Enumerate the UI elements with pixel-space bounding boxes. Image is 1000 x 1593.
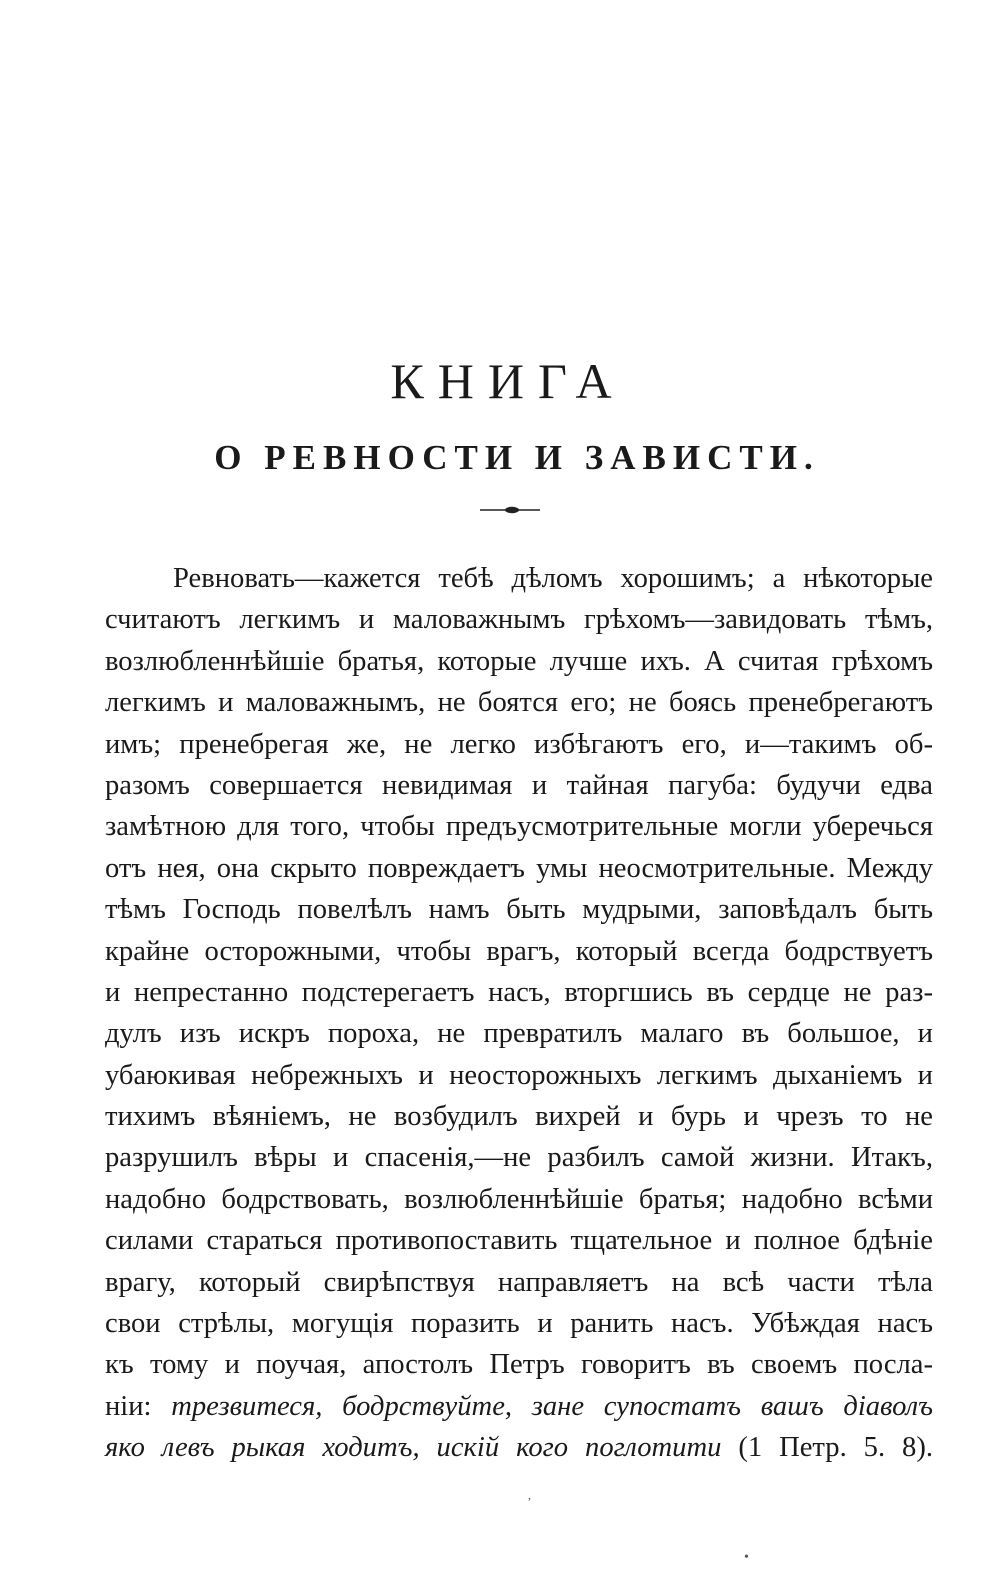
text-line-quote-start xyxy=(105,1386,933,1427)
text-line: силами стараться противопоставить тщательное и полное бдѣніе xyxy=(105,1225,933,1257)
text-line: замѣтною для того, чтобы предъусмотрительные могли уберечься xyxy=(105,811,933,843)
text-line: разомъ совершается невидимая и тайная пагуба: будучи едва xyxy=(105,769,933,801)
text-line: тихимъ вѣяніемъ, не возбудилъ вихрей и бурь и чрезъ то не xyxy=(105,1101,933,1133)
ornament-divider-icon xyxy=(478,502,542,518)
print-speck: • xyxy=(744,1550,749,1565)
text-line: крайне осторожными, чтобы врагъ, который всегда бодрствуетъ xyxy=(105,935,933,967)
scripture-quote: яко левъ рыкая ходитъ, искій кого поглотити xyxy=(105,1432,722,1464)
text-line: тѣмъ Господь повелѣлъ намъ быть мудрыми, заповѣдалъ быть xyxy=(105,894,933,926)
line-lead: ніи: xyxy=(105,1390,172,1422)
text-line: легкимъ и маловажнымъ, не боятся его; не боясь пренебрегаютъ xyxy=(105,687,933,719)
book-title: КНИГА xyxy=(390,353,626,409)
text-line-quote-end xyxy=(105,1427,933,1468)
text-line: надобно бодрствовать, возлюбленнѣйшіе братья; надобно всѣми xyxy=(105,1183,933,1215)
text-line: отъ нея, она скрыто повреждаетъ умы неосмотрительные. Между xyxy=(105,852,933,884)
text-line: и непрестанно подстерегаетъ насъ, вторгшись въ сердце не раз- xyxy=(105,976,933,1008)
text-line: считаютъ легкимъ и маловажнымъ грѣхомъ—завидовать тѣмъ, xyxy=(105,604,933,636)
text-line: возлюбленнѣйшіе братья, которые лучше ихъ. А считая грѣхомъ xyxy=(105,645,933,677)
text-line: къ тому и поучая, апостолъ Петръ говоритъ въ своемъ посла- xyxy=(105,1349,933,1381)
text-line: свои стрѣлы, могущія поразить и ранить насъ. Убѣждая насъ xyxy=(105,1308,933,1340)
text-line: дулъ изъ искръ пороха, не превратилъ малаго въ большое, и xyxy=(105,1018,933,1050)
scripture-reference: (1 Петр. 5. 8). xyxy=(721,1432,933,1464)
print-speck: , xyxy=(528,1488,531,1502)
text-line: врагу, который свирѣпствуя направляетъ на всѣ части тѣла xyxy=(105,1266,933,1298)
text-line: Ревновать—кажется тебѣ дѣломъ хорошимъ; а нѣкоторые xyxy=(173,563,933,594)
scripture-quote: трезвитеся, бодрствуйте, зане супостатъ вашъ діаволъ xyxy=(171,1390,933,1422)
text-line: убаюкивая небрежныхъ и неосторожныхъ легкимъ дыханіемъ и xyxy=(105,1059,933,1091)
text-line: имъ; пренебрегая же, не легко избѣгаютъ его, и—такимъ об- xyxy=(105,728,933,760)
text-line: разрушилъ вѣры и спасенія,—не разбилъ самой жизни. Итакъ, xyxy=(105,1142,933,1174)
chapter-subtitle: О РЕВНОСТИ И ЗАВИСТИ. xyxy=(214,438,820,477)
body-text xyxy=(105,558,933,1469)
